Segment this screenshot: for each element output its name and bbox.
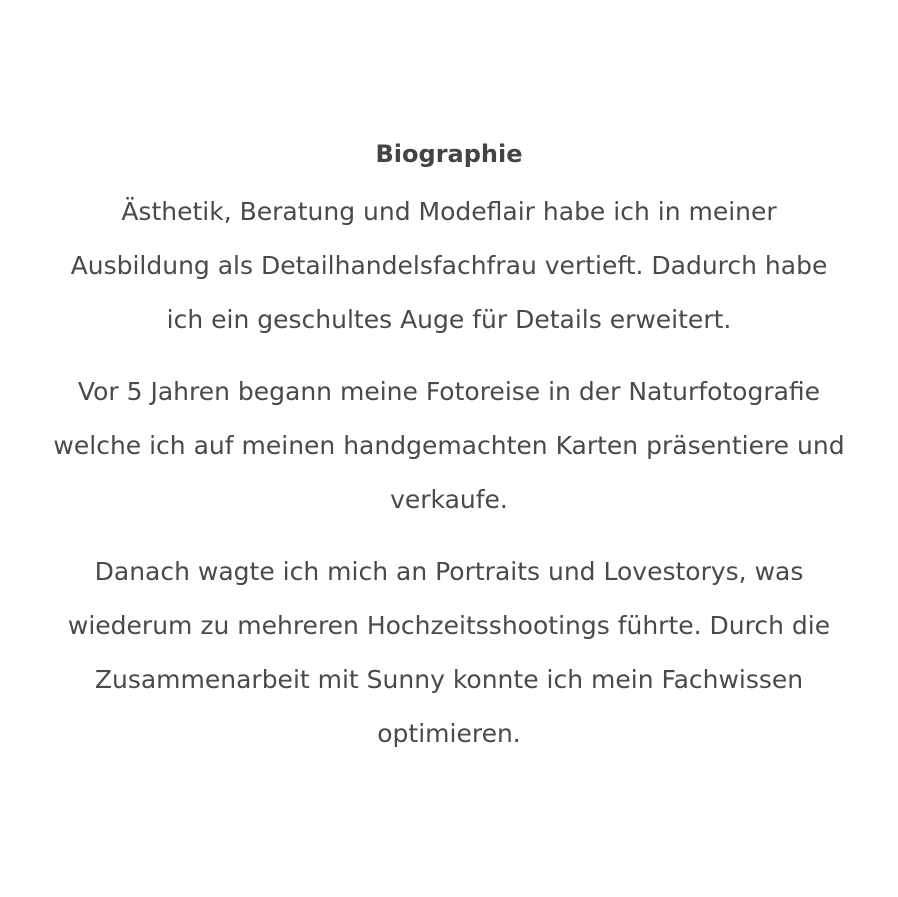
biography-section xyxy=(50,136,848,779)
biography-paragraph-education: Ästhetik, Beratung und Modeflair habe ich in meiner Ausbildung als Detailhandelsfachfrau vertieft. Dadurch habe ich ein geschultes Auge für Details erweitert. xyxy=(70,197,828,334)
biography-paragraph-portraits-weddings: Danach wagte ich mich an Portraits und Lovestorys, was wiederum zu mehreren Hochzeitsshootings führte. Durch die Zusammenarbeit mit Sunny konnte ich mein Fachwissen optimieren. xyxy=(67,557,831,748)
biography-title: Biographie xyxy=(375,140,523,168)
biography-paragraph-nature-photography: Vor 5 Jahren begann meine Fotoreise in der Naturfotografie welche ich auf meinen handgemachten Karten präsentiere und verkaufe. xyxy=(53,377,845,514)
